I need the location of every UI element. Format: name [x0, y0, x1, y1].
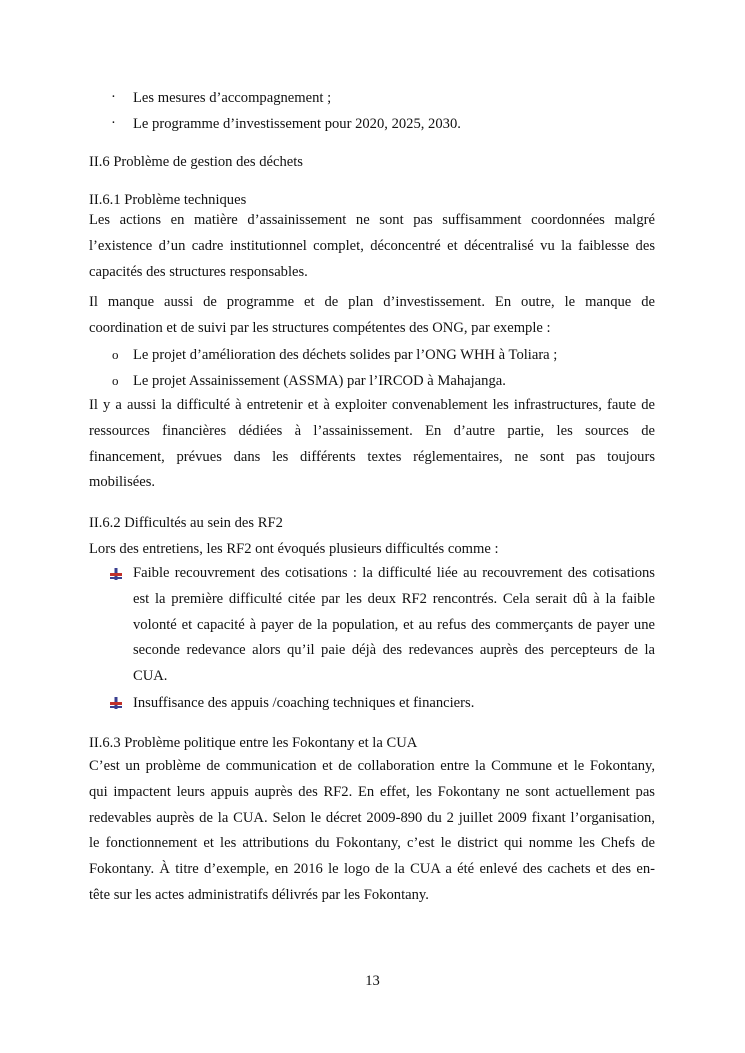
text-line: qui impactent leurs appuis auprès des RF2. En effet, les Fokontany ne sont actuellement pas: [89, 783, 655, 800]
text-line: est la première difficulté citée par les deux RF2 rencontrés. Cela serait dû à la faible: [133, 590, 655, 607]
text-line: Faible recouvrement des cotisations : la difficulté liée au recouvrement des cotisations: [133, 565, 655, 581]
text-line: capacités des structures responsables.: [89, 263, 308, 280]
bullet-dot: ·: [111, 89, 116, 105]
list-item: Les mesures d’accompagnement ;: [133, 90, 332, 106]
list-item: Le projet d’amélioration des déchets solides par l’ONG WHH à Toliara ;: [133, 347, 558, 363]
text-line: seconde redevance alors qu’il paie déjà des redevances auprès des percepteurs de la: [133, 642, 655, 659]
circle-bullet-icon: o: [112, 347, 119, 362]
text-line: le fonctionnement et les attributions du Fokontany, c’est le district qui nomme les Chefs de: [89, 835, 655, 852]
page-number: 13: [365, 973, 380, 989]
text-line: mobilisées.: [89, 474, 156, 491]
text-line: tête sur les actes administratifs délivrés par les Fokontany.: [89, 886, 429, 903]
paragraph-4: Lors des entretiens, les RF2 ont évoqués plusieurs difficultés comme :: [89, 541, 499, 557]
bullet-dot: ·: [111, 115, 116, 131]
text-line: l’existence d’un cadre institutionnel complet, déconcentré et décentralisé vu la faiblesse des: [89, 237, 655, 254]
text-line: Il y a aussi la difficulté à entretenir et à exploiter convenablement les infrastructures, faute de: [89, 397, 655, 413]
arrow-list-item-1: [133, 561, 655, 690]
section-heading-ii6: II.6 Problème de gestion des déchets: [89, 154, 303, 170]
section-heading-ii62: II.6.2 Difficultés au sein des RF2: [89, 515, 283, 531]
paragraph-1: [89, 208, 655, 285]
text-line: CUA.: [133, 668, 168, 685]
section-heading-ii63: II.6.3 Problème politique entre les Fokontany et la CUA: [89, 735, 418, 751]
section-heading-ii61: II.6.1 Problème techniques: [89, 192, 247, 208]
text-line: ressources financières dédiées à l’assainissement. En d’autre partie, les sources de: [89, 422, 655, 439]
arrow-bullet-icon: [110, 697, 122, 709]
text-line: Il manque aussi de programme et de plan d’investissement. En outre, le manque de: [89, 294, 655, 310]
circle-bullet-icon: o: [112, 373, 119, 388]
arrow-bullet-icon: [110, 568, 122, 580]
paragraph-3: [89, 393, 655, 496]
paragraph-2: [89, 290, 655, 342]
text-line: financement, prévues dans les différents textes réglementaires, ne sont pas toujours: [89, 448, 655, 465]
list-item: Le programme d’investissement pour 2020, 2025, 2030.: [133, 116, 461, 132]
text-line: Les actions en matière d’assainissement ne sont pas suffisamment coordonnées malgré: [89, 212, 655, 228]
text-line: Fokontany. À titre d’exemple, en 2016 le logo de la CUA a été enlevé des cachets et des en-: [89, 861, 655, 878]
text-line: volonté et capacité à payer de la population, et au refus des commerçants de payer une: [133, 616, 655, 633]
text-line: C’est un problème de communication et de collaboration entre la Commune et le Fokontany,: [89, 758, 655, 774]
text-line: redevables auprès de la CUA. Selon le décret 2009-890 du 2 juillet 2009 fixant l’organisation,: [89, 809, 655, 826]
arrow-list-item-2: Insuffisance des appuis /coaching techniques et financiers.: [133, 695, 475, 711]
list-item: Le projet Assainissement (ASSMA) par l’IRCOD à Mahajanga.: [133, 373, 506, 389]
text-line: coordination et de suivi par les structures compétentes des ONG, par exemple :: [89, 319, 551, 336]
paragraph-5: [89, 754, 655, 909]
